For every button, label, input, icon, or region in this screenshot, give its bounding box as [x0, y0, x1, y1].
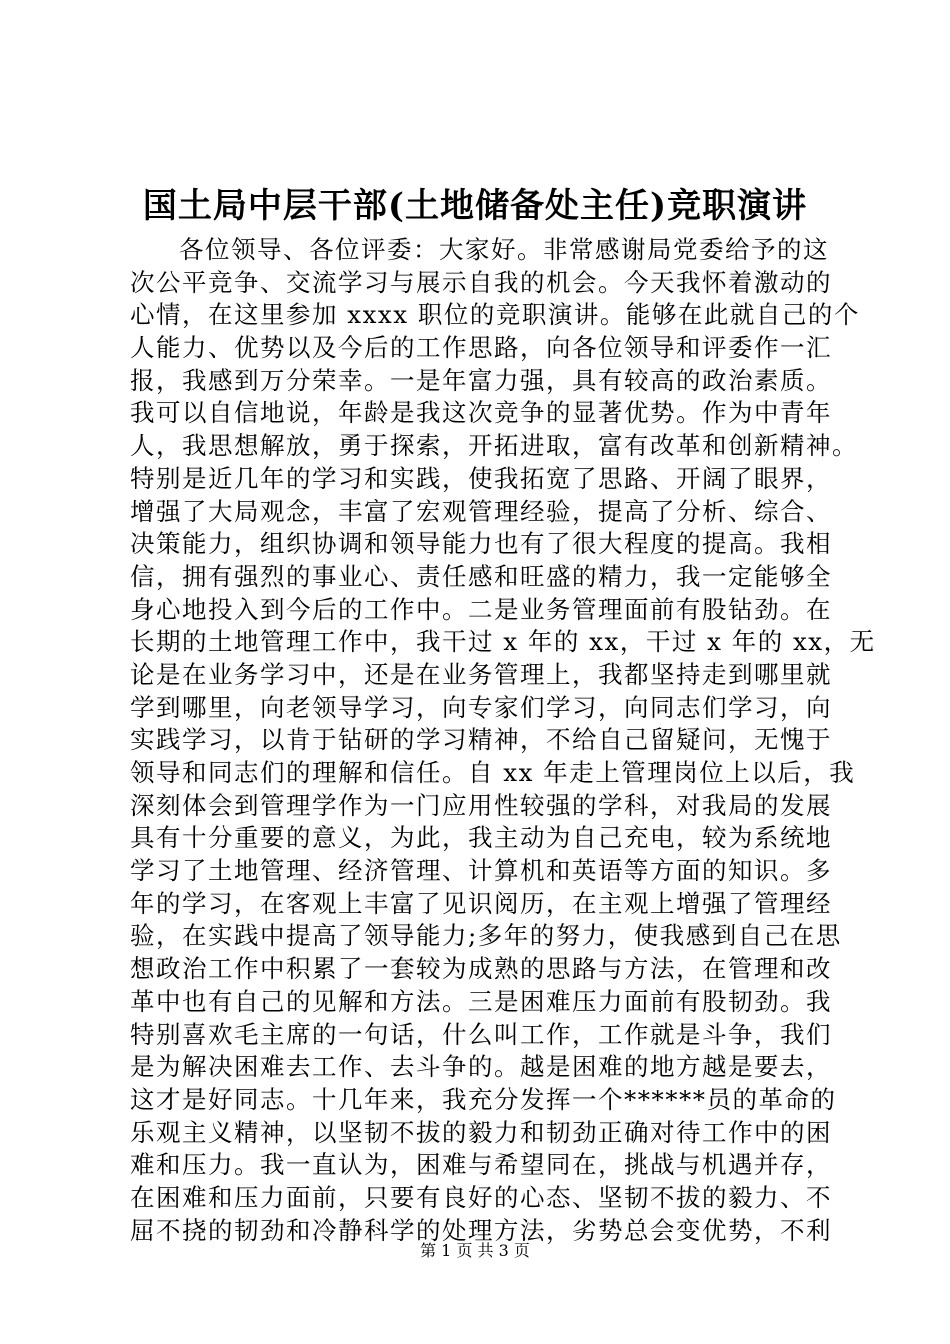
body-line: 年的学习，在客观上丰富了见识阅历，在主观上增强了管理经	[130, 888, 832, 918]
body-line: 我可以自信地说，年龄是我这次竞争的显著优势。作为中青年	[130, 398, 832, 428]
body-line: 决策能力，组织协调和领导能力也有了很大程度的提高。我相	[130, 529, 832, 559]
document-title: 国土局中层干部(土地储备处主任)竞职演讲	[142, 186, 808, 226]
body-line: 屈不挠的韧劲和冷静科学的处理方法，劣势总会变优势，不利	[130, 1215, 832, 1245]
body-line: 学习了土地管理、经济管理、计算机和英语等方面的知识。多	[130, 856, 832, 886]
body-line: 人能力、优势以及今后的工作思路，向各位领导和评委作一汇	[130, 333, 832, 363]
body-line: 实践学习，以肯于钻研的学习精神，不给自己留疑问，无愧于	[130, 725, 832, 755]
body-line: 这才是好同志。十几年来，我充分发挥一个******员的革命的	[130, 1084, 837, 1114]
body-line: 具有十分重要的意义，为此，我主动为自己充电，较为系统地	[130, 823, 832, 853]
body-line: 特别是近几年的学习和实践，使我拓宽了思路、开阔了眼界，	[130, 463, 832, 493]
body-line: 论是在业务学习中，还是在业务管理上，我都坚持走到哪里就	[130, 659, 832, 689]
body-line: 学到哪里，向老领导学习，向专家们学习，向同志们学习，向	[130, 692, 832, 722]
body-line: 心情，在这里参加 xxxx 职位的竞职演讲。能够在此就自己的个	[130, 300, 860, 330]
body-line: 验，在实践中提高了领导能力;多年的努力，使我感到自己在思	[130, 921, 842, 951]
body-line: 难和压力。我一直认为，困难与希望同在，挑战与机遇并存，	[130, 1150, 832, 1180]
body-line: 在困难和压力面前，只要有良好的心态、坚韧不拔的毅力、不	[130, 1182, 832, 1212]
body-line: 增强了大局观念，丰富了宏观管理经验，提高了分析、综合、	[130, 496, 832, 526]
body-line: 各位领导、各位评委：大家好。非常感谢局党委给予的这	[179, 235, 829, 264]
body-line: 革中也有自己的见解和方法。三是困难压力面前有股韧劲。我	[130, 986, 832, 1016]
body-line: 次公平竞争、交流学习与展示自我的机会。今天我怀着激动的	[130, 267, 832, 297]
body-line: 报，我感到万分荣幸。一是年富力强，具有较高的政治素质。	[130, 365, 832, 395]
body-line: 身心地投入到今后的工作中。二是业务管理面前有股钻劲。在	[130, 594, 832, 624]
body-line: 乐观主义精神，以坚韧不拔的毅力和韧劲正确对待工作中的困	[130, 1117, 832, 1147]
body-line: 特别喜欢毛主席的一句话，什么叫工作，工作就是斗争，我们	[130, 1019, 832, 1049]
body-line: 想政治工作中积累了一套较为成熟的思路与方法，在管理和改	[130, 954, 832, 984]
body-line: 深刻体会到管理学作为一门应用性较强的学科，对我局的发展	[130, 790, 832, 820]
body-line: 是为解决困难去工作、去斗争的。越是困难的地方越是要去，	[130, 1052, 832, 1082]
document-body	[130, 234, 876, 1247]
page-number-footer: 第 1 页 共 3 页	[420, 1241, 530, 1260]
body-line: 领导和同志们的理解和信任。自 xx 年走上管理岗位上以后，我	[130, 758, 856, 787]
body-line: 长期的土地管理工作中，我干过 x 年的 xx，干过 x 年的 xx，无	[130, 627, 876, 657]
body-line: 信，拥有强烈的事业心、责任感和旺盛的精力，我一定能够全	[130, 561, 832, 591]
body-line: 人，我思想解放，勇于探索，开拓进取，富有改革和创新精神。	[130, 431, 858, 461]
